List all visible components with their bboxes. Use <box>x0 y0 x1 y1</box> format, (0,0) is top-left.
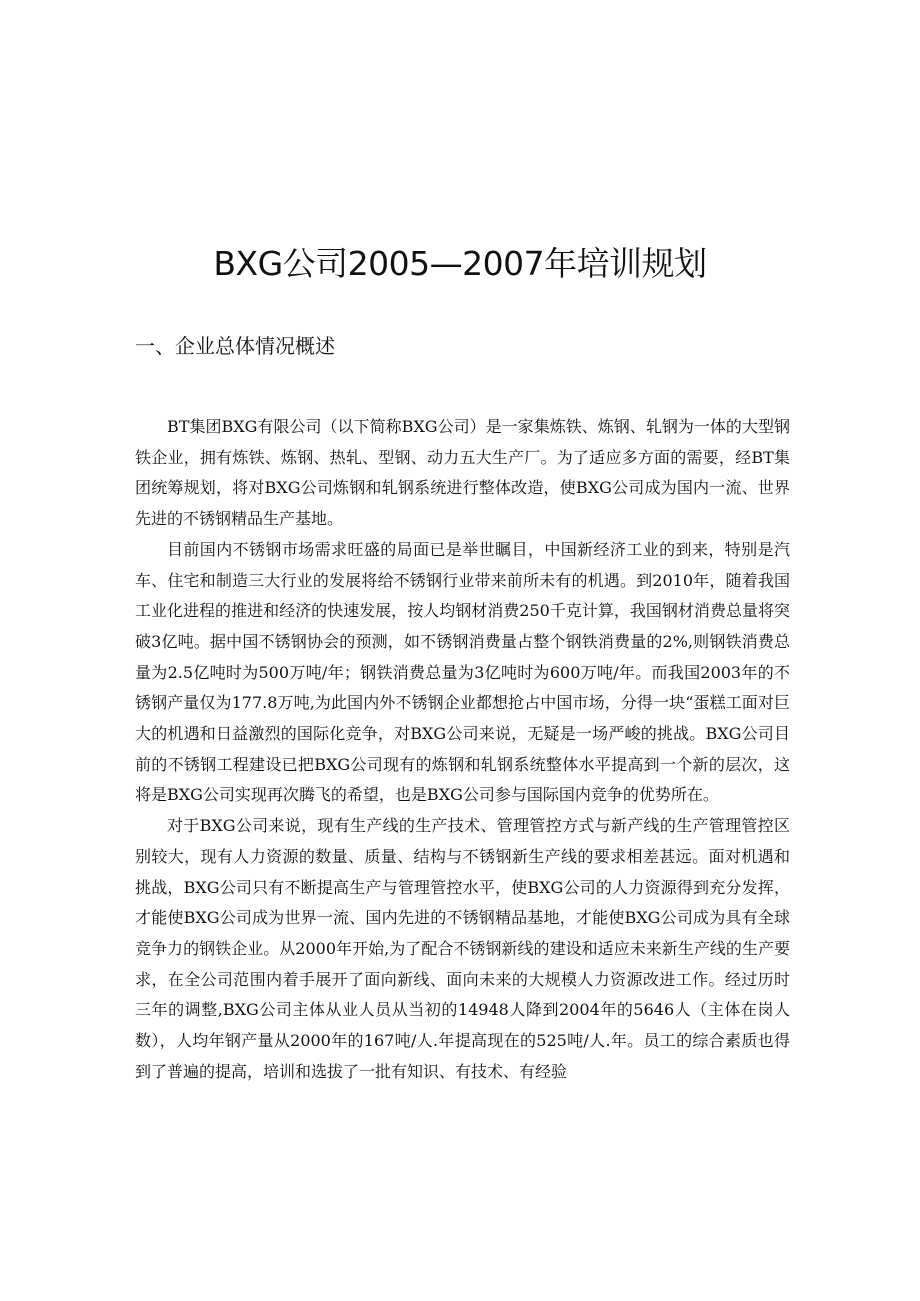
paragraph-1: BT集团BXG有限公司（以下简称BXG公司）是一家集炼铁、炼钢、轧钢为一体的大型钢铁企业，拥有炼铁、炼钢、热轧、型钢、动力五大生产厂。为了适应多方面的需要，经BT集团统筹规划，将对BXG公司炼钢和轧钢系统进行整体改造，使BXG公司成为国内一流、世界先进的不锈钢精品生产基地。 <box>135 417 790 529</box>
document-title: BXG公司2005—2007年培训规划 <box>213 244 707 283</box>
section-heading: 一、企业总体情况概述 <box>135 334 335 358</box>
paragraph-2: 目前国内不锈钢市场需求旺盛的局面已是举世瞩目，中国新经济工业的到来，特别是汽车、住宅和制造三大行业的发展将给不锈钢行业带来前所未有的机遇。到2010年，随着我国工业化进程的推进和经济的快速发展，按人均钢材消费250千克计算，我国钢材消费总量将突破3亿吨。据中国不锈钢协会的预测，如不锈钢消费量占整个钢铁消费量的2%,则钢铁消费总量为2.5亿吨时为500万吨/年；钢铁消费总量为3亿吨时为600万吨/年。而我国2003年的不锈钢产量仅为177.8万吨,为此国内外不锈钢企业都想抢占中国市场，分得一块“蛋糕工面对巨大的机遇和日益激烈的国际化竞争，对BXG公司来说，无疑是一场严峻的挑战。BXG公司目前的不锈钢工程建设已把BXG公司现有的炼钢和轧钢系统整体水平提高到一个新的层次，这将是BXG公司实现再次腾飞的希望，也是BXG公司参与国际国内竞争的优势所在。 <box>135 539 790 805</box>
paragraph-3: 对于BXG公司来说，现有生产线的生产技术、管理管控方式与新产线的生产管理管控区别较大，现有人力资源的数量、质量、结构与不锈钢新生产线的要求相差甚远。面对机遇和挑战，BXG公司只有不断提高生产与管理管控水平，使BXG公司的人力资源得到充分发挥，才能使BXG公司成为世界一流、国内先进的不锈钢精品基地，才能使BXG公司成为具有全球竞争力的钢铁企业。从2000年开始,为了配合不锈钢新线的建设和适应未来新生产线的生产要求，在全公司范围内着手展开了面向新线、面向未来的大规模人力资源改进工作。经过历时三年的调整,BXG公司主体从业人员从当初的14948人降到2004年的5646人（主体在岗人数），人均年钢产量从2000年的167吨/人.年提高现在的525吨/人.年。员工的综合素质也得到了普遍的提高，培训和选拔了一批有知识、有技术、有经验 <box>135 816 790 1081</box>
body-text <box>135 412 790 1087</box>
